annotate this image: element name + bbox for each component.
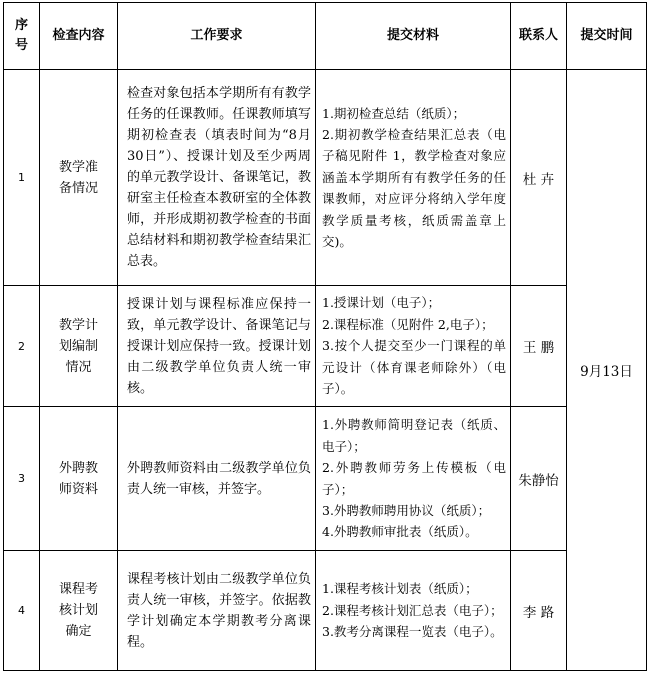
material-item: 1.外聘教师简明登记表（纸质、电子）； [322,417,506,454]
row-materials [316,70,511,286]
row-materials [316,286,511,407]
material-item: 3.教考分离课程一览表（电子）。 [322,624,503,640]
header-row [4,3,647,70]
material-item: 1.期初检查总结（纸质）； [322,105,466,121]
row-seq: 1 [4,70,40,286]
table-row [4,70,647,286]
row-requirement: 授课计划与课程标准应保持一致，单元教学设计、备课笔记与授课计划应保持一致。授课计划由二级教学单位负责人统一审核。 [118,286,316,407]
row-contact: 王 鹏 [511,286,567,407]
row-materials [316,407,511,551]
row-content: 教学准备情况 [40,70,118,286]
inspection-table [3,2,647,671]
row-contact: 杜 卉 [511,70,567,286]
row-seq: 4 [4,551,40,671]
table-row [4,286,647,407]
material-item: 2.课程标准（见附件 2,电子）； [322,316,494,332]
material-item: 2.课程考核计划汇总表（电子）； [322,602,503,618]
row-requirement: 外聘教师资料由二级教学单位负责人统一审核，并签字。 [118,407,316,551]
row-contact: 李 路 [511,551,567,671]
header-materials: 提交材料 [316,3,511,70]
table-row [4,551,647,671]
material-item: 1.课程考核计划表（纸质）； [322,581,478,597]
material-item: 3.按个人提交至少一门课程的单元设计（体育课老师除外）（电子）。 [322,338,506,397]
material-item: 4.外聘教师审批表（纸质）。 [322,524,478,540]
row-contact: 朱静怡 [511,407,567,551]
row-materials [316,551,511,671]
row-content: 外聘教师资料 [40,407,118,551]
row-content: 课程考核计划确定 [40,551,118,671]
table-row [4,407,647,551]
header-time: 提交时间 [567,3,647,70]
material-item: 3.外聘教师聘用协议（纸质）； [322,502,491,518]
header-content: 检查内容 [40,3,118,70]
material-item: 2.外聘教师劳务上传模板（电子）； [322,460,506,497]
row-requirement: 课程考核计划由二级教学单位负责人统一审核，并签字。依据教学计划确定本学期教考分离课程。 [118,551,316,671]
row-seq: 3 [4,407,40,551]
header-requirement: 工作要求 [118,3,316,70]
submit-time: 9月13日 [567,70,647,671]
row-seq: 2 [4,286,40,407]
header-seq: 序号 [4,3,40,70]
material-item: 2.期初教学检查结果汇总表（电子稿见附件 1，教学检查对象应涵盖本学期所有有教学任务的任课教师，对应评分将纳入学年度教学质量考核，纸质需盖章上交)。 [322,126,506,250]
row-content: 教学计划编制情况 [40,286,118,407]
material-item: 1.授课计划（电子）； [322,295,441,311]
header-contact: 联系人 [511,3,567,70]
row-requirement: 检查对象包括本学期所有有教学任务的任课教师。任课教师填写期初检查表（填表时间为“8月30日”）、授课计划及至少两周的单元教学设计、备课笔记，教研室主任检查本教研室的全体教师，并形成期初教学检查的书面总结材料和期初教学检查结果汇总表。 [118,70,316,286]
